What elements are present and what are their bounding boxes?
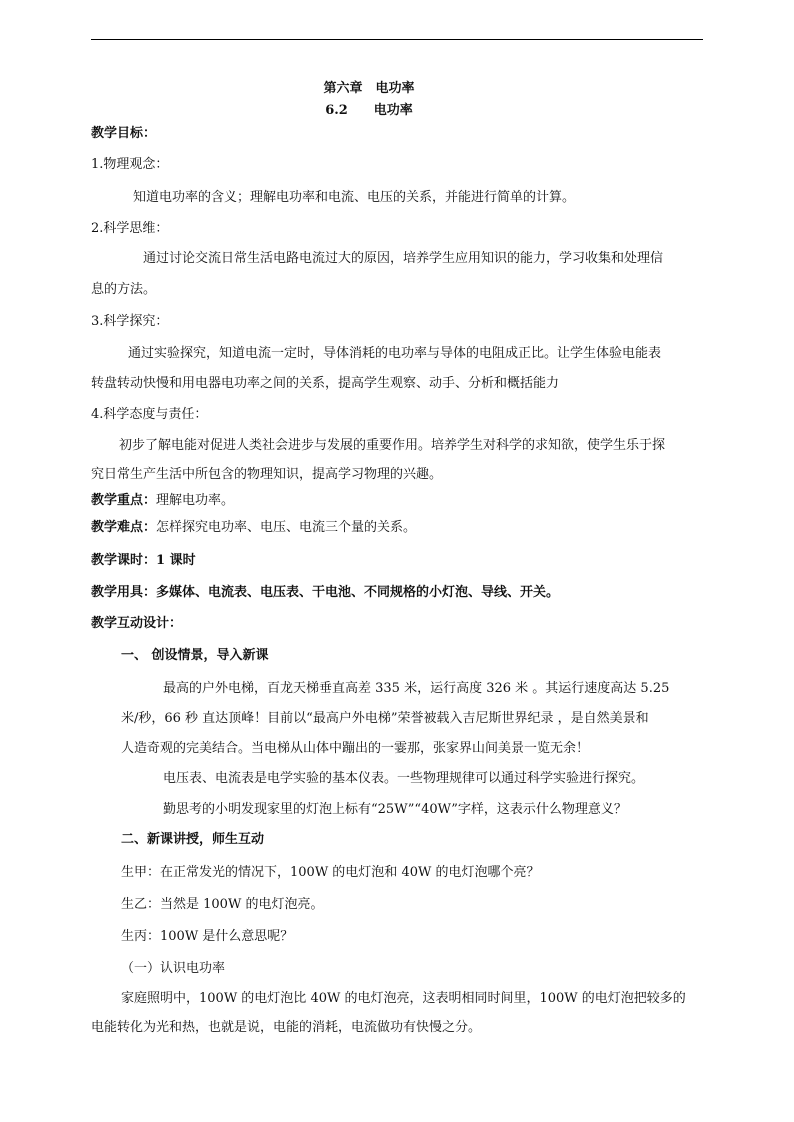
objective-1-label: 1.物理观念： (91, 157, 169, 172)
objective-3-line1: 通过实验探究，知道电流一定时，导体消耗的电功率与导体的电阻成正比。让学生体验电能表 (128, 346, 662, 361)
difficulty-text: 怎样探究电功率、电压、电流三个量的关系。 (156, 520, 417, 535)
key-point-label: 教学重点： (91, 493, 157, 508)
dialog-student-c: 生丙：100W 是什么意思呢？ (121, 929, 294, 944)
section-1-title: 一、 创设情景，导入新课 (121, 648, 269, 663)
section-2-p-line1: 家庭照明中，100W 的电灯泡比 40W 的电灯泡亮，这表明相同时间里，100W 的电灯泡把较多的 (121, 991, 686, 1006)
objective-3-line2: 转盘转动快慢和用电器电功率之间的关系，提高学生观察、动手、分析和概括能力 (91, 376, 560, 391)
section-2-p-line2: 电能转化为光和热，也就是说，电能的消耗，电流做功有快慢之分。 (91, 1020, 482, 1035)
section-1-p2: 电压表、电流表是电学实验的基本仪表。一些物理规律可以通过科学实验进行探究。 (163, 771, 645, 786)
teaching-hours: 教学课时：1 课时 (91, 553, 196, 568)
section-1-p1-line2: 米/秒，66 秒 直达顶峰！目前以“最高户外电梯”荣誉被载入吉尼斯世界纪录 ，是自然美景和 (121, 711, 649, 726)
difficulty-label: 教学难点： (91, 520, 157, 535)
objective-2-line1: 通过讨论交流日常生活电路电流过大的原因，培养学生应用知识的能力，学习收集和处理信 (143, 251, 664, 266)
objective-2-line2: 息的方法。 (91, 282, 157, 297)
difficulty (91, 519, 416, 537)
section-1-p1-line3: 人造奇观的完美结合。当电梯从山体中蹦出的一霎那，张家界山间美景一览无余！ (121, 741, 590, 756)
subsection-1-title: （一）认识电功率 (121, 961, 226, 976)
key-point-text: 理解电功率。 (156, 493, 235, 508)
teaching-tools: 教学用具：多媒体、电流表、电压表、干电池、不同规格的小灯泡、导线、开关。 (91, 585, 560, 600)
objective-1-text: 知道电功率的含义；理解电功率和电流、电压的关系，并能进行简单的计算。 (133, 190, 576, 205)
header-rule (91, 39, 703, 40)
objective-2-label: 2.科学思维： (91, 221, 169, 236)
section-1-p1-line1: 最高的户外电梯，百龙天梯垂直高差 335 米，运行高度 326 米 。其运行速度高达 5.25 (163, 681, 670, 696)
objective-4-label: 4.科学态度与责任： (91, 407, 208, 422)
chapter-title: 第六章 电功率 (323, 81, 415, 96)
section-1-p3: 勤思考的小明发现家里的灯泡上标有“25W”“40W”字样，这表示什么物理意义？ (163, 802, 627, 817)
objective-4-line1: 初步了解电能对促进人类社会进步与发展的重要作用。培养学生对科学的求知欲，使学生乐于探 (119, 438, 666, 453)
objective-4-line2: 究日常生产生活中所包含的物理知识，提高学习物理的兴趣。 (91, 467, 443, 482)
dialog-student-b: 生乙：当然是 100W 的电灯泡亮。 (121, 897, 324, 912)
objectives-heading: 教学目标： (91, 126, 157, 141)
objective-3-label: 3.科学探究： (91, 314, 169, 329)
design-heading: 教学互动设计： (91, 616, 183, 631)
dialog-student-a: 生甲：在正常发光的情况下，100W 的电灯泡和 40W 的电灯泡哪个亮？ (121, 865, 540, 880)
key-point (91, 492, 234, 510)
section-2-title: 二、新课讲授，师生互动 (121, 832, 265, 847)
section-title: 6.2 电功率 (325, 103, 413, 118)
